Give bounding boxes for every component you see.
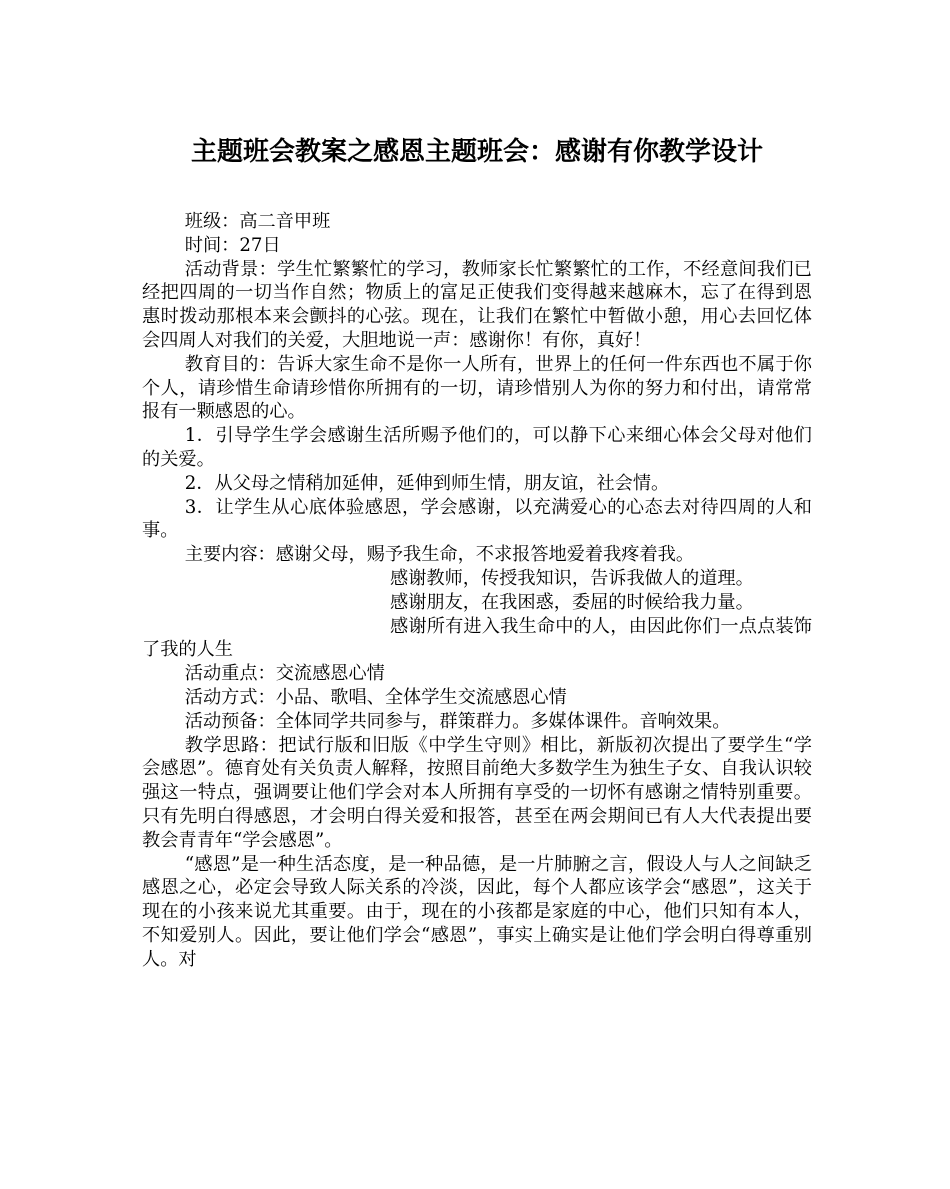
main-content-line: 主要内容：感谢父母，赐予我生命，不求报答地爱着我疼着我。 (184, 544, 695, 566)
activity-focus-line: 活动重点：交流感恩心情 (184, 663, 385, 685)
time-line: 时间：27日 (184, 234, 281, 256)
document-body (142, 210, 812, 972)
education-goal-paragraph: 教育目的：告诉大家生命不是你一人所有，世界上的任何一件东西也不属于你个人，请珍惜生命请珍惜你所拥有的一切，请珍惜别人为你的努力和付出，请常常报有一颗感恩的心。 (142, 353, 812, 423)
gratitude-paragraph: “感恩”是一种生活态度，是一种品德，是一片肺腑之言，假设人与人之间缺乏感恩之心，必定会导致人际关系的冷淡，因此，每个人都应该学会“感恩”，这关于现在的小孩来说尤其重要。由于，现在的小孩都是家庭的中心，他们只知有本人，不知爱别人。因此，要让他们学会“感恩”，事实上确实是让他们学会明白得尊重别人。对 (142, 853, 812, 970)
teaching-idea-paragraph: 教学思路：把试行版和旧版《中学生守则》相比，新版初次提出了要学生“学会感恩”。德育处有关负责人解释，按照目前绝大多数学生为独生子女、自我认识较强这一特点，强调要让他们学会对本人所拥有享受的一切怀有感谢之情特别重要。只有先明白得感恩，才会明白得关爱和报答，甚至在两会期间已有人大代表提出要教会青青年“学会感恩”。 (142, 734, 812, 851)
goal-item-3: 3．让学生从心底体验感恩，学会感谢，以充满爱心的心态去对待四周的人和事。 (142, 496, 812, 542)
goal-item-2: 2．从父母之情稍加延伸，延伸到师生情，朋友谊，社会情。 (184, 472, 670, 494)
activity-format-line: 活动方式：小品、歌唱、全体学生交流感恩心情 (184, 686, 567, 708)
class-line: 班级：高二音甲班 (184, 211, 331, 232)
activity-prep-paragraph: 活动预备：全体同学共同参与，群策群力。多媒体课件。音响效果。 (184, 710, 731, 732)
goal-item-1: 1．引导学生学会感谢生活所赐予他们的，可以静下心来细心体会父母对他们的关爱。 (142, 425, 812, 470)
content-item-friend: 感谢朋友，在我困惑，委屈的时候给我力量。 (390, 591, 754, 613)
activity-background-paragraph: 活动背景：学生忙繁繁忙的学习，教师家长忙繁繁忙的工作，不经意间我们已经把四周的一切当作自然；物质上的富足正使我们变得越来越麻木，忘了在得到恩惠时拨动那根本来会颤抖的心弦。现在，让我们在繁忙中暂做小憩，用心去回忆体会四周人对我们的关爱，大胆地说一声：感谢你！有你，真好！ (142, 258, 812, 351)
content-item-everyone: 感谢所有进入我生命中的人，由因此你们一点点装饰了我的人生 (142, 615, 812, 661)
content-item-teacher: 感谢教师，传授我知识，告诉我做人的道理。 (390, 567, 754, 589)
document-title: 主题班会教案之感恩主题班会：感谢有你教学设计 (190, 137, 763, 167)
